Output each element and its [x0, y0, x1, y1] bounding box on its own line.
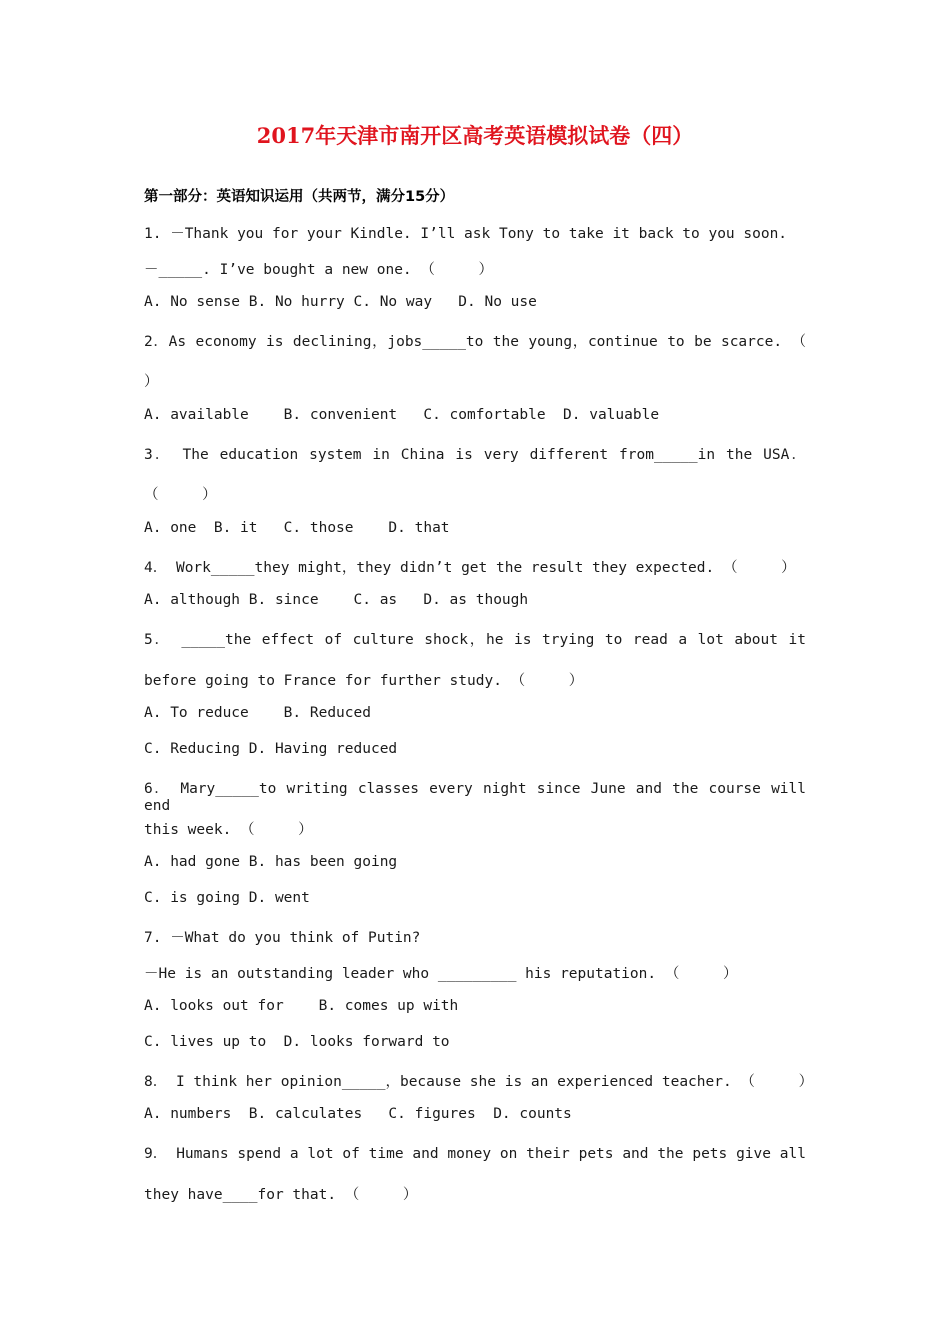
section-heading: 第一部分：英语知识运用（共两节，满分15分） — [144, 189, 455, 205]
exam-title: 2017年天津市南开区高考英语模拟试卷（四） — [256, 123, 694, 148]
text-line: 6． Mary_____to writing classes every night since June and the course will end — [144, 781, 806, 814]
answer-options: A. one B. it C. those D. that — [144, 520, 450, 536]
answer-options: A. looks out for B. comes up with — [144, 998, 459, 1014]
answer-options: A. available B. convenient C. comfortable D. valuable — [144, 407, 660, 423]
answer-options: A. had gone B. has been going — [144, 854, 398, 870]
text-line: 4． Work_____they might，they didn’t get the result they expected. （ ） — [144, 560, 796, 576]
text-line: 5． _____the effect of culture shock，he is trying to read a lot about it — [144, 632, 806, 648]
text-line: before going to France for further study. （ ） — [144, 673, 584, 689]
answer-options: C. is going D. went — [144, 890, 310, 906]
text-line: 3． The education system in China is very different from_____in the USA． — [144, 447, 806, 463]
answer-options: A. No sense B. No hurry C. No way D. No use — [144, 294, 537, 310]
text-line: （ ） — [144, 487, 217, 503]
text-line: 9． Humans spend a lot of time and money on their pets and the pets give all — [144, 1146, 806, 1162]
text-line: ） — [144, 374, 159, 390]
answer-options: A. numbers B. calculates C. figures D. counts — [144, 1106, 572, 1122]
answer-options: A. although B. since C. as D. as though — [144, 592, 529, 608]
answer-options: C. lives up to D. looks forward to — [144, 1034, 450, 1050]
text-line: 2．As economy is declining，jobs_____to the young，continue to be scarce. （ — [144, 334, 806, 350]
text-line: they have____for that. （ ） — [144, 1187, 418, 1203]
text-line: －_____. I’ve bought a new one. （ ） — [144, 262, 494, 278]
answer-options: C. Reducing D. Having reduced — [144, 741, 398, 757]
text-line: 1. －Thank you for your Kindle. I’ll ask Tony to take it back to you soon. — [144, 226, 788, 242]
text-line: 8． I think her opinion_____，because she is an experienced teacher. （ ） — [144, 1074, 814, 1090]
text-line: 7. －What do you think of Putin? — [144, 930, 421, 946]
text-line: this week. （ ） — [144, 822, 313, 838]
text-line: －He is an outstanding leader who _________ his reputation. （ ） — [144, 966, 738, 982]
answer-options: A. To reduce B. Reduced — [144, 705, 371, 721]
